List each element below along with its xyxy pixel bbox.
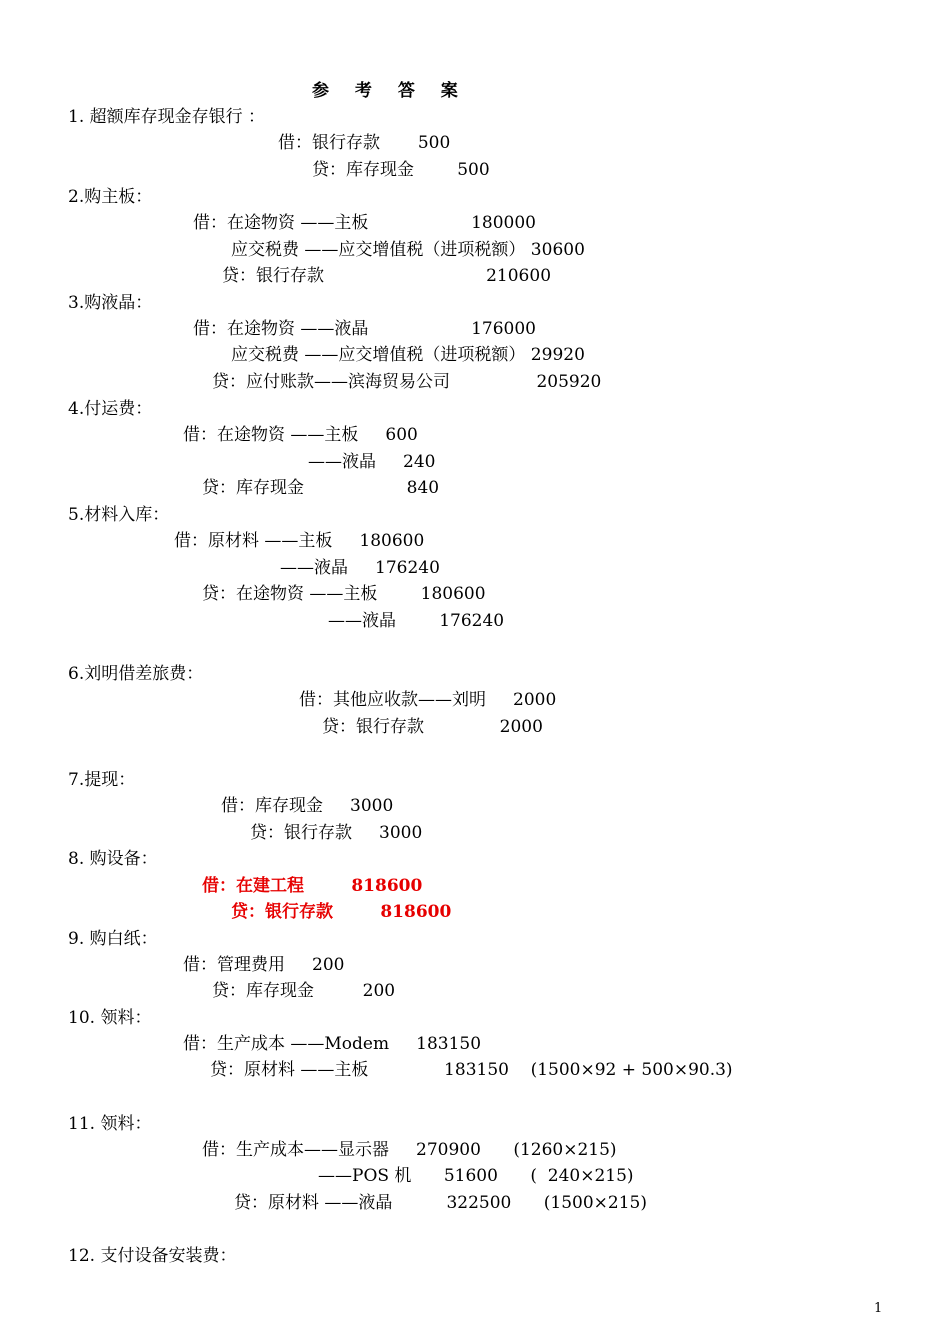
entry-line: 借：在途物资 ——液晶 176000 <box>193 319 536 339</box>
entry-line: 贷：库存现金 840 <box>202 478 440 498</box>
entry-line: 贷：银行存款 210600 <box>222 266 552 286</box>
entry-heading-10: 10. 领料： <box>68 1008 152 1028</box>
entry-line: 借：在途物资 ——主板 600 <box>183 425 418 445</box>
entry-heading-6: 6.刘明借差旅费： <box>68 664 204 684</box>
entry-line: 借：其他应收款——刘明 2000 <box>299 690 557 710</box>
entry-line: 贷：银行存款 3000 <box>250 823 423 843</box>
entry-heading-12: 12. 支付设备安装费： <box>68 1246 237 1266</box>
entry-heading-4: 4.付运费： <box>68 399 153 419</box>
entry-line: 应交税费 ——应交增值税（进项税额） 29920 <box>231 345 585 365</box>
entry-line: 贷：库存现金 500 <box>312 160 490 180</box>
entry-line: 贷：原材料 ——液晶 322500 (1500×215) <box>234 1193 647 1213</box>
entry-line: 贷：原材料 ——主板 183150 (1500×92 + 500×90.3) <box>210 1060 733 1080</box>
entry-line: 贷：在途物资 ——主板 180600 <box>202 584 486 604</box>
entry-line: 贷：库存现金 200 <box>212 981 396 1001</box>
entry-line-highlight: 借：在建工程 818600 <box>202 876 423 896</box>
entry-line: ——液晶 240 <box>308 452 436 472</box>
entry-line: 贷：应付账款——滨海贸易公司 205920 <box>212 372 602 392</box>
document-title: 参 考 答 案 <box>312 81 468 101</box>
entry-heading-8: 8. 购设备： <box>68 849 158 869</box>
entry-line: 应交税费 ——应交增值税（进项税额） 30600 <box>231 240 585 260</box>
entry-heading-11: 11. 领料： <box>68 1114 152 1134</box>
entry-line: 借：生产成本——显示器 270900 (1260×215) <box>202 1140 617 1160</box>
entry-line: 借：原材料 ——主板 180600 <box>174 531 425 551</box>
entry-line: 借：银行存款 500 <box>278 133 451 153</box>
entry-line: 借：在途物资 ——主板 180000 <box>193 213 536 233</box>
entry-line: ——液晶 176240 <box>328 611 505 631</box>
entry-line: ——POS 机 51600 ( 240×215) <box>318 1166 634 1186</box>
entry-heading-3: 3.购液晶： <box>68 293 153 313</box>
entry-heading-5: 5.材料入库： <box>68 505 170 525</box>
entry-line: 借：生产成本 ——Modem 183150 <box>183 1034 482 1054</box>
entry-line: ——液晶 176240 <box>280 558 440 578</box>
entry-heading-7: 7.提现： <box>68 770 136 790</box>
entry-line: 借：库存现金 3000 <box>221 796 394 816</box>
entry-heading-9: 9. 购白纸： <box>68 929 158 949</box>
entry-line: 借：管理费用 200 <box>183 955 345 975</box>
page-number: 1 <box>874 1301 883 1316</box>
entry-line-highlight: 贷：银行存款 818600 <box>231 902 452 922</box>
entry-line: 贷：银行存款 2000 <box>322 717 543 737</box>
entry-heading-2: 2.购主板： <box>68 187 153 207</box>
entry-heading-1: 1. 超额库存现金存银行 ： <box>68 107 266 127</box>
